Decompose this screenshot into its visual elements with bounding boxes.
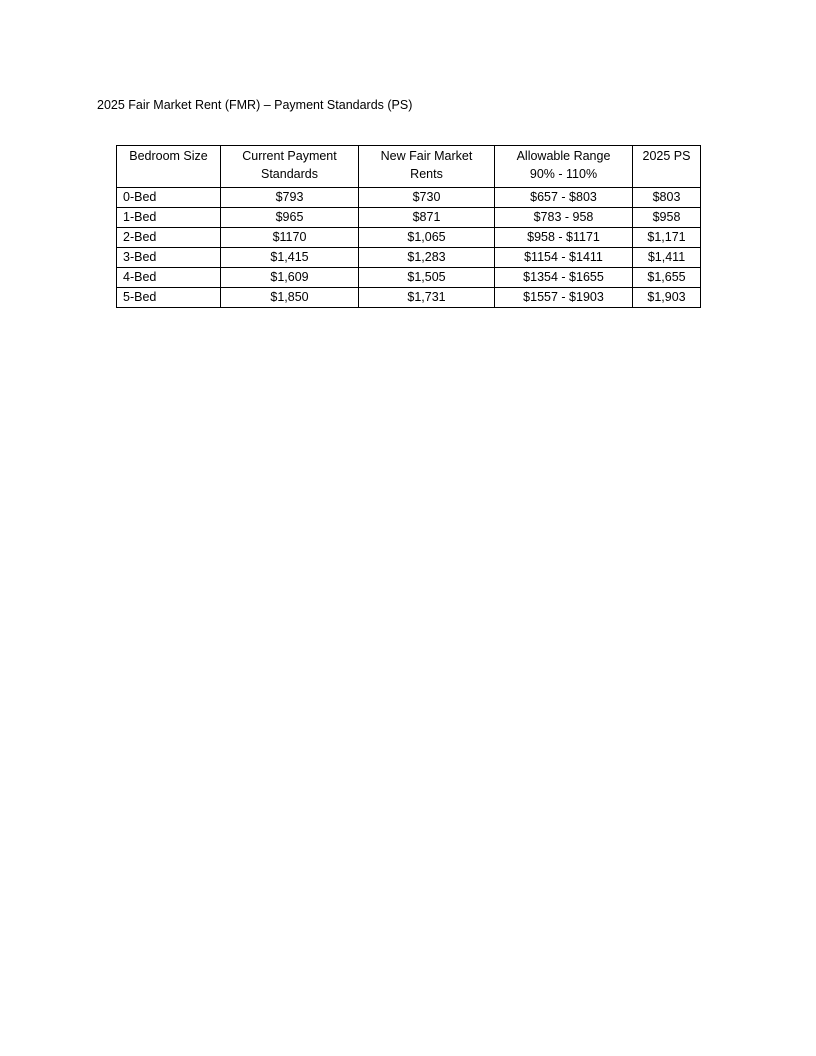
page-title: 2025 Fair Market Rent (FMR) – Payment Standards (PS) xyxy=(97,98,413,112)
cell-current-payment-standard: $1,609 xyxy=(221,268,359,288)
cell-2025-ps: $1,411 xyxy=(633,248,701,268)
cell-new-fair-market-rent: $1,505 xyxy=(359,268,495,288)
header-bedroom-size xyxy=(117,146,221,188)
header-allowable-range xyxy=(495,146,633,188)
cell-bedroom-size: 0-Bed xyxy=(117,188,221,208)
cell-new-fair-market-rent: $730 xyxy=(359,188,495,208)
cell-new-fair-market-rent: $871 xyxy=(359,208,495,228)
cell-bedroom-size: 2-Bed xyxy=(117,228,221,248)
header-line: Allowable Range xyxy=(516,149,611,163)
cell-allowable-range: $1154 - $1411 xyxy=(495,248,633,268)
cell-allowable-range: $657 - $803 xyxy=(495,188,633,208)
cell-2025-ps: $1,655 xyxy=(633,268,701,288)
cell-current-payment-standard: $965 xyxy=(221,208,359,228)
cell-current-payment-standard: $1,415 xyxy=(221,248,359,268)
cell-new-fair-market-rent: $1,283 xyxy=(359,248,495,268)
header-line: 2025 PS xyxy=(642,149,691,163)
header-current-payment-standards xyxy=(221,146,359,188)
header-line: Standards xyxy=(261,167,318,181)
table-row xyxy=(117,208,701,228)
header-line: Bedroom Size xyxy=(129,149,208,163)
cell-2025-ps: $958 xyxy=(633,208,701,228)
cell-allowable-range: $1557 - $1903 xyxy=(495,288,633,308)
cell-2025-ps: $1,171 xyxy=(633,228,701,248)
cell-new-fair-market-rent: $1,731 xyxy=(359,288,495,308)
table-row xyxy=(117,268,701,288)
cell-current-payment-standard: $1170 xyxy=(221,228,359,248)
cell-2025-ps: $803 xyxy=(633,188,701,208)
header-2025-ps xyxy=(633,146,701,188)
cell-current-payment-standard: $1,850 xyxy=(221,288,359,308)
table-row xyxy=(117,188,701,208)
cell-new-fair-market-rent: $1,065 xyxy=(359,228,495,248)
header-line: Rents xyxy=(410,167,443,181)
cell-allowable-range: $1354 - $1655 xyxy=(495,268,633,288)
cell-bedroom-size: 1-Bed xyxy=(117,208,221,228)
cell-allowable-range: $783 - 958 xyxy=(495,208,633,228)
header-line: Current Payment xyxy=(242,149,337,163)
header-new-fair-market-rents xyxy=(359,146,495,188)
cell-bedroom-size: 4-Bed xyxy=(117,268,221,288)
cell-2025-ps: $1,903 xyxy=(633,288,701,308)
cell-allowable-range: $958 - $1171 xyxy=(495,228,633,248)
table-header-row xyxy=(117,146,701,188)
table-row xyxy=(117,248,701,268)
header-line: 90% - 110% xyxy=(529,167,598,181)
cell-bedroom-size: 3-Bed xyxy=(117,248,221,268)
table-row xyxy=(117,288,701,308)
cell-bedroom-size: 5-Bed xyxy=(117,288,221,308)
header-line: New Fair Market xyxy=(380,149,473,163)
cell-current-payment-standard: $793 xyxy=(221,188,359,208)
payment-standards-table xyxy=(116,145,701,308)
table-row xyxy=(117,228,701,248)
